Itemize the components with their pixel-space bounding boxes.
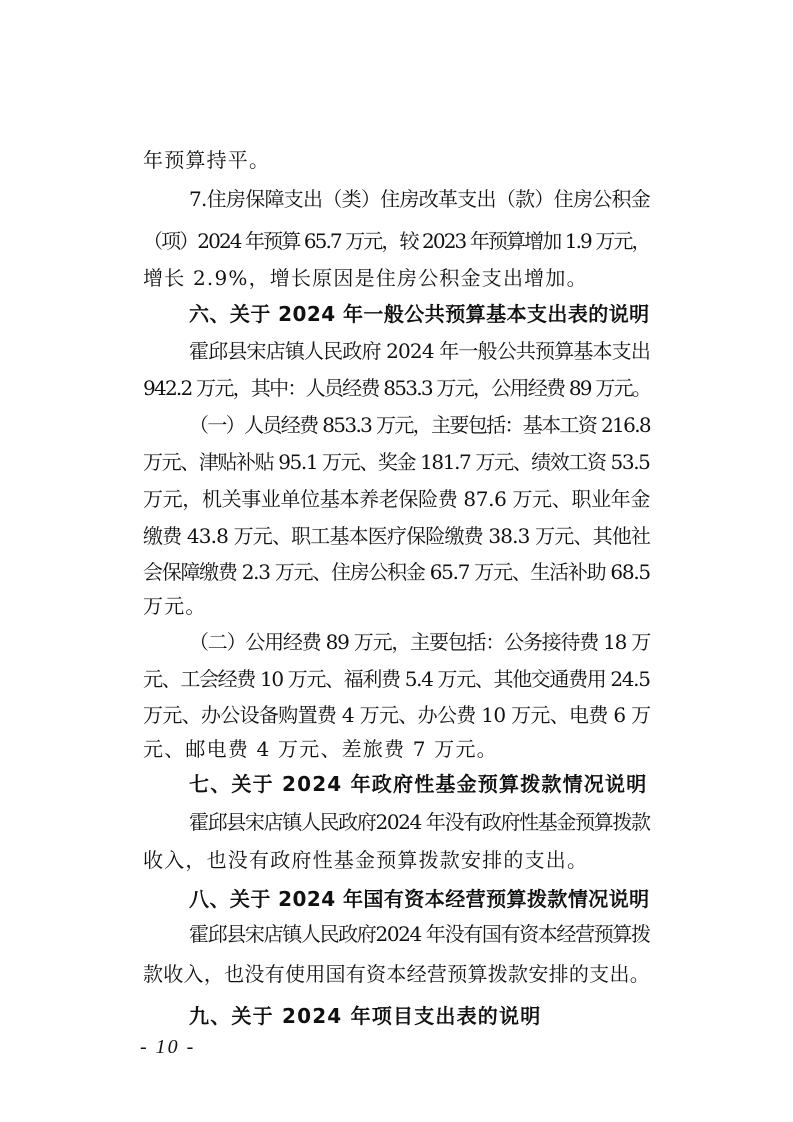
paragraph-line: 增长 2.9%，增长原因是住房公积金支出增加。 bbox=[143, 266, 588, 290]
paragraph-line: 万元、办公设备购置费 4 万元、办公费 10 万元、电费 6 万 bbox=[143, 703, 651, 727]
paragraph-line: 7.住房保障支出（类）住房改革支出（款）住房公积金 bbox=[189, 187, 651, 211]
paragraph-line: 收入，也没有政府性基金预算拨款安排的支出。 bbox=[143, 848, 589, 872]
paragraph-line: 会保障缴费 2.3 万元、住房公积金 65.7 万元、生活补助 68.5 bbox=[143, 560, 650, 584]
page-number: - 10 - bbox=[140, 1036, 196, 1058]
paragraph-line: 元、邮电费 4 万元、差旅费 7 万元。 bbox=[143, 737, 498, 761]
paragraph-line: （二）公用经费 89 万元，主要包括：公务接待费 18 万 bbox=[189, 630, 651, 654]
paragraph-line: 942.2 万元，其中：人员经费 853.3 万元，公用经费 89 万元。 bbox=[143, 376, 651, 400]
paragraph-line: 霍邱县宋店镇人民政府 2024 年一般公共预算基本支出 bbox=[189, 339, 651, 363]
paragraph-line: 万元，机关事业单位基本养老保险费 87.6 万元、职业年金 bbox=[143, 487, 651, 511]
paragraph-line: 年预算持平。 bbox=[143, 148, 271, 172]
section-heading-9: 九、关于 2024 年项目支出表的说明 bbox=[189, 1004, 542, 1028]
paragraph-line: 霍邱县宋店镇人民政府2024 年没有国有资本经营预算拨 bbox=[189, 922, 650, 946]
paragraph-line: 元、工会经费 10 万元、福利费 5.4 万元、其他交通费用 24.5 bbox=[143, 667, 650, 691]
section-heading-6: 六、关于 2024 年一般公共预算基本支出表的说明 bbox=[189, 302, 650, 326]
section-heading-8: 八、关于 2024 年国有资本经营预算拨款情况说明 bbox=[189, 887, 650, 911]
paragraph-line: （一）人员经费 853.3 万元，主要包括：基本工资 216.8 bbox=[189, 413, 650, 437]
section-heading-7: 七、关于 2024 年政府性基金预算拨款情况说明 bbox=[189, 772, 648, 796]
paragraph-line: 万元。 bbox=[143, 594, 207, 618]
paragraph-line: 霍邱县宋店镇人民政府2024 年没有政府性基金预算拨款 bbox=[189, 810, 650, 834]
paragraph-line: 缴费 43.8 万元、职工基本医疗保险缴费 38.3 万元、其他社 bbox=[143, 524, 651, 548]
paragraph-line: （项）2024 年预算 65.7 万元，较 2023 年预算增加 1.9 万元， bbox=[143, 229, 650, 253]
paragraph-line: 款收入，也没有使用国有资本经营预算拨款安排的支出。 bbox=[143, 962, 650, 986]
paragraph-line: 万元、津贴补贴 95.1 万元、奖金 181.7 万元、绩效工资 53.5 bbox=[143, 450, 650, 474]
